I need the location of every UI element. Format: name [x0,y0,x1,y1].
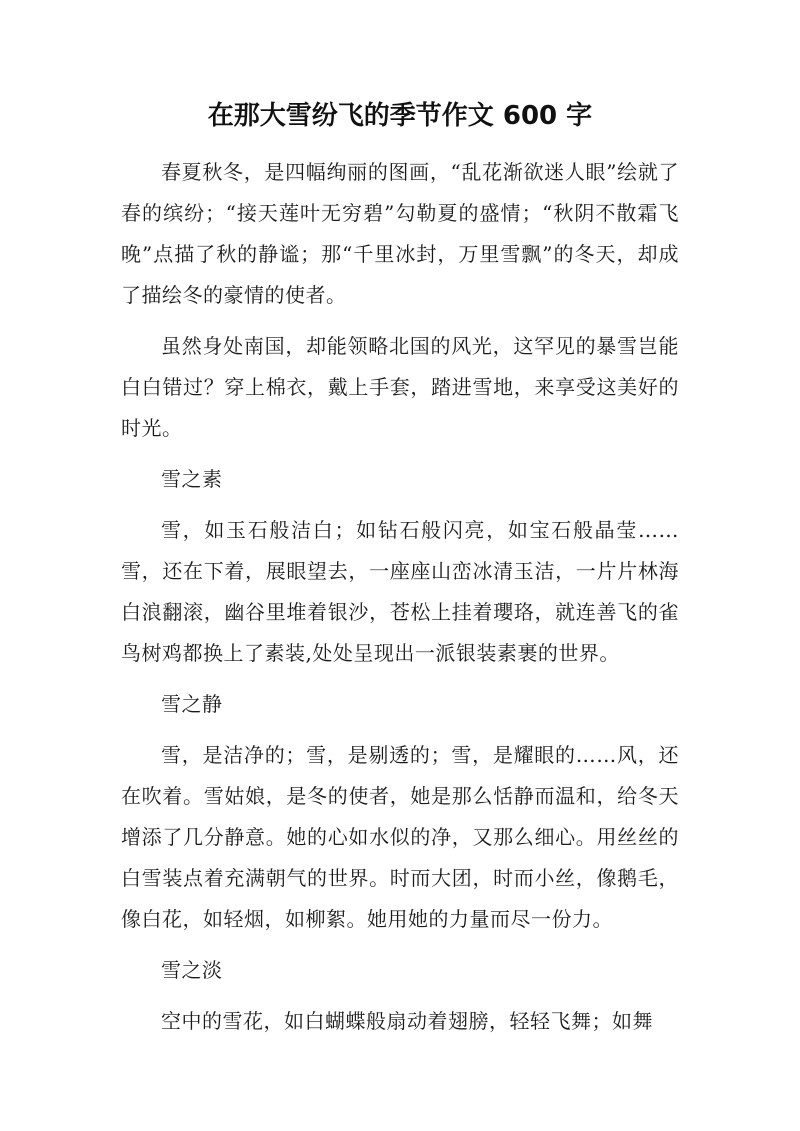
paragraph-snow-light: 空中的雪花，如白蝴蝶般扇动着翅膀，轻轻飞舞；如舞 [161,1009,653,1033]
paragraph-snow-plain: 雪，如玉石般洁白；如钻石般闪亮，如宝石般晶莹……雪，还在下着，展眼望去，一座座山峦冰清玉洁，一片片林海白浪翻滚，幽谷里堆着银沙，苍松上挂着瓔珞，就连善飞的雀鸟树鸡都换上了素装,处处呈现出一派银装素裹的世界。 [121,518,679,665]
paragraph-seasons: 春夏秋冬，是四幅绚丽的图画，“乱花渐欲迷人眼”绘就了春的缤纷；“接天莲叶无穷碧”勾勒夏的盛情；“秋阴不散霜飞晚”点描了秋的静谧；那“千里冰封，万里雪飘”的冬天，却成了描绘冬的豪情的使者。 [121,160,679,307]
paragraph-southern-land: 虽然身处南国，却能领略北国的风光，这罕见的暴雪岂能白白错过？穿上棉衣，戴上手套，踏进雪地，来享受这美好的时光。 [121,334,679,440]
section-heading-snow-light: 雪之淡 [161,958,223,982]
section-heading-snow-plain: 雪之素 [161,467,223,491]
document-body [121,152,679,1052]
paragraph-snow-quiet: 雪，是洁净的；雪，是剔透的；雪，是耀眼的……风，还在吹着。雪姑娘，是冬的使者，她是那么恬静而温和，给冬天增添了几分静意。她的心如水似的净，又那么细心。用丝丝的白雪装点着充满朝气的世界。时而大团，时而小丝，像鹅毛，像白花，如轻烟，如柳絮。她用她的力量而尽一份力。 [121,743,679,931]
document-title: 在那大雪纷飞的季节作文 600 字 [207,101,593,131]
section-heading-snow-quiet: 雪之静 [161,692,223,716]
